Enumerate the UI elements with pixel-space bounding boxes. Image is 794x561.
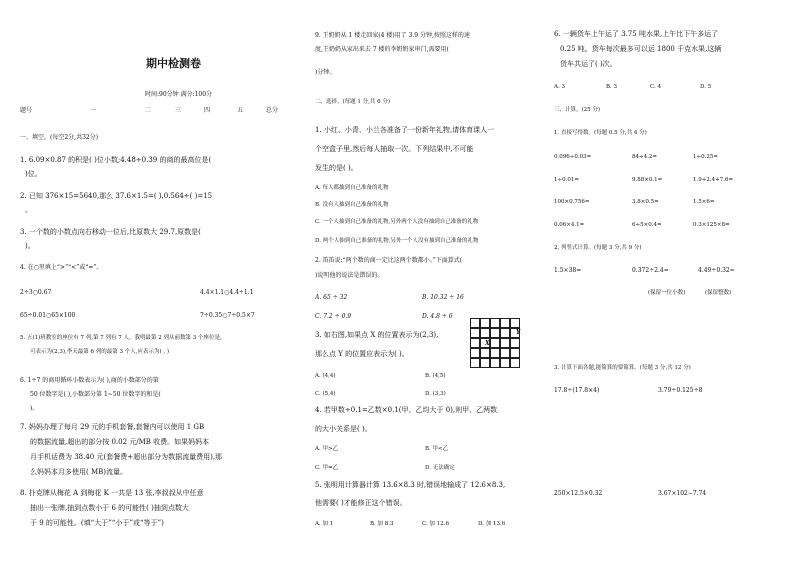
- option-text: B. 10.32 ÷ 16: [422, 294, 464, 301]
- question-text: 他需要( )才能修正这个错误。: [315, 499, 407, 507]
- oral-calc: 100×0.756=: [554, 199, 590, 205]
- option-text: D. 4.8 ÷ 6: [422, 313, 453, 320]
- grid-cell: [490, 328, 500, 338]
- oral-calc: 1÷0.01=: [554, 177, 579, 183]
- option-text: B. 甲<乙: [425, 446, 449, 452]
- option-text: C. 4: [650, 84, 662, 90]
- vertical-calc: 0.372÷2.4=: [632, 267, 669, 274]
- score-table-cell: 总分: [266, 107, 279, 114]
- option-text: A. 65 ÷ 32: [315, 294, 348, 301]
- oral-calc: 0.3×125×8=: [693, 222, 730, 228]
- grid-cell: [480, 348, 490, 358]
- oral-calc: 1÷0.25=: [693, 154, 718, 160]
- option-text: B. 加 8.3: [370, 521, 394, 527]
- option-text: C. 加 12.6: [422, 521, 450, 527]
- vertical-calc: 4.49÷0.32≈: [698, 267, 735, 274]
- coordinate-grid: [470, 318, 525, 373]
- option-text: B. 3: [606, 84, 618, 90]
- oral-calc: 3.8×0.5=: [632, 199, 659, 205]
- question-text: 6. 1÷7 的商用循环小数表示为( ),商的小数部分的第: [20, 377, 159, 384]
- question-text: 个空盒子里,然后每人抽取一次。下列结果中,不可能: [315, 145, 474, 153]
- question-text: 4. 若甲数÷0.1=乙数×0.1(甲、乙均大于 0),则甲、乙两数: [315, 406, 498, 414]
- question-text: 于 9 的可能性。(填“大于”“小于”或“等于”): [30, 519, 164, 527]
- point-x-label: X: [485, 340, 490, 347]
- column-right: [548, 0, 794, 561]
- compare-item: 7÷0.35○7÷0.5×7: [200, 312, 255, 319]
- question-text: 月手机话费为 38.40 元(套餐费+超出部分为数据流量费用),那: [30, 453, 223, 461]
- grid-cell: [490, 318, 500, 328]
- option-text: B. (4,5): [425, 373, 446, 379]
- option-text: B. 没有人抽到自己准备的礼物: [315, 202, 389, 208]
- question-text: 3. 一个数的小数点向右移动一位后,比原数大 29.7,原数是(: [20, 228, 201, 236]
- grid-cell: [500, 358, 510, 368]
- score-table-cell: 题号: [20, 107, 33, 114]
- question-text: 可表示为(2,3),李天最第 6 列的最第 3 个人,应表示为( , ): [30, 349, 170, 355]
- sub-heading: 2. 列竖式计算。(每题 3 分,共 9 分): [554, 245, 642, 251]
- section-heading: 二、选择。(每题 1 分,共 6 分): [315, 99, 391, 105]
- question-text: 8. 扑克牌从梅花 A 到梅花 K 一共是 13 张,李叔叔从中任意: [20, 489, 204, 497]
- option-text: C. (5,4): [315, 391, 336, 397]
- question-text: 4. 在○里填上“>”“<”或“=”。: [20, 264, 103, 271]
- rounding-note: (保留一位小数): [648, 290, 686, 296]
- option-text: D. 两个人抽到自己准备的礼物,另外一个人没有抽到自己准备的礼物: [315, 238, 479, 244]
- grid-cell: [500, 338, 510, 348]
- question-text: )。: [30, 405, 39, 412]
- compare-item: 65÷0.01○65×100: [20, 312, 76, 319]
- option-text: A. (4,4): [315, 373, 336, 379]
- sub-heading: 1. 直接写得数。(每题 0.5 分,共 4 分): [554, 130, 647, 136]
- option-text: A. 每人都抽到自己准备的礼物: [315, 185, 389, 191]
- question-text: )。: [25, 242, 35, 250]
- score-table-cell: 四: [204, 107, 211, 114]
- section-heading: 一、填空。(每空2分,共32分): [20, 134, 99, 141]
- question-text: 50 位数字是( ),小数部分第 1~50 位数字的和是(: [30, 391, 161, 398]
- question-text: 1. 6.09×0.87 的积是( )位小数;4.48÷0.39 的商的最高位是(: [20, 156, 212, 164]
- grid-cell: [500, 318, 510, 328]
- option-text: A. 3: [554, 84, 565, 90]
- grid-cell: [470, 328, 480, 338]
- option-text: D. 5: [700, 84, 712, 90]
- grid-cell: [490, 348, 500, 358]
- oral-calc: 1.9+2.4+7.6=: [693, 177, 734, 183]
- option-text: C. 甲=乙: [315, 465, 339, 471]
- question-text: )分钟。: [315, 69, 336, 76]
- option-text: C. 7.2 ÷ 0.9: [315, 313, 352, 320]
- question-text: 货车共运了( )次。: [560, 60, 617, 68]
- oral-calc: 9.88×0.1=: [632, 177, 663, 183]
- grid-cell: [480, 328, 490, 338]
- score-table-cell: 一: [90, 107, 97, 114]
- column-middle: [300, 0, 548, 561]
- point-y-label: Y: [516, 329, 521, 336]
- question-text: 么妈妈本月多使用( MB)流量。: [30, 468, 127, 476]
- option-text: D. 加 13.6: [478, 521, 506, 527]
- grid-cell: [510, 318, 520, 328]
- compare-item: 2÷3○0.67: [20, 289, 52, 296]
- score-table-cell: 五: [237, 107, 244, 114]
- option-text: A. 加 1: [315, 521, 334, 527]
- question-text: )位。: [25, 170, 42, 178]
- question-text: 5. 张明用计算器计算 13.6×8.3 时,错误地输成了 12.6×8.3,: [315, 481, 506, 489]
- page-title: 期中检测卷: [146, 57, 201, 70]
- question-text: 3. 如右图,如果点 X 的位置表示为(2,3),: [315, 331, 439, 339]
- question-text: 9. 王奶奶从 1 楼走回家(4 楼)用了 3.9 分钟,按照这样的速: [315, 32, 470, 39]
- score-table-cell: 二: [145, 107, 152, 114]
- grid-cell: [500, 328, 510, 338]
- grid-cell: [470, 348, 480, 358]
- option-text: A. 甲>乙: [315, 446, 339, 452]
- score-table-cell: 三: [175, 107, 182, 114]
- grid-cell: [470, 358, 480, 368]
- grid-cell: [510, 348, 520, 358]
- rounding-note: (保留整数): [705, 290, 732, 296]
- calc-item: 3.79÷0.125÷8: [658, 387, 703, 394]
- grid-cell: [470, 318, 480, 328]
- oral-calc: 1.5×6=: [693, 199, 715, 205]
- oral-calc: 84÷4.2=: [632, 154, 657, 160]
- grid-cell: [490, 358, 500, 368]
- question-text: 。: [25, 206, 32, 214]
- question-text: )说明他的说法是错误的。: [315, 272, 384, 279]
- question-text: 发生的是( )。: [315, 164, 358, 172]
- question-text: 6. 一辆货车上午运了 3.75 吨水果,上午比下午多运了: [554, 30, 719, 38]
- column-left: [0, 0, 300, 561]
- question-text: 2. 笛笛说:“两个数的商一定比这两个数都小。”下面算式(: [315, 257, 463, 264]
- oral-calc: 0.06×4.1=: [554, 222, 585, 228]
- question-text: 抽出一张牌,抽到点数小于 6 的可能性( )抽到点数大: [30, 504, 189, 512]
- question-text: 1. 小红、小青、小兰各准备了一份新年礼物,请体育课人一: [315, 126, 495, 134]
- grid-cell: [500, 348, 510, 358]
- question-text: 那么点 Y 的位置应表示为( )。: [315, 350, 409, 358]
- option-text: D. (3,3): [425, 391, 446, 397]
- question-text: 5. 五(1)班教室的座位有 7 列,第 7 列有 7 人。我明最第 2 列从前数第 3 个座位是,: [20, 335, 222, 341]
- vertical-calc: 1.5×38=: [554, 267, 582, 274]
- grid-cell: [490, 338, 500, 348]
- calc-item: 3.67×102−7.74: [658, 490, 707, 497]
- grid-cell: [480, 318, 490, 328]
- oral-calc: 0.096÷0.03=: [554, 154, 592, 160]
- question-text: 0.25 吨。货车每次最多可以运 1800 千克水果,这辆: [560, 45, 722, 53]
- question-text: 2. 已知 376×15=5640,那么 37.6×1.5=( ),0.564÷( )=15: [20, 192, 213, 200]
- calc-item: 250×12.5×0.32: [554, 490, 603, 497]
- oral-calc: 6÷5×0.4=: [632, 222, 662, 228]
- section-heading: 三、计算。(25 分): [554, 107, 601, 113]
- grid-cell: [510, 338, 520, 348]
- question-text: 7. 妈妈办理了每月 29 元的手机套餐,套餐内可以使用 1 GB: [20, 423, 205, 431]
- compare-item: 4.4×1.1○4.4÷1.1: [200, 289, 254, 296]
- calc-item: 17.8÷(17.8×4): [554, 387, 600, 394]
- grid-cell: [480, 358, 490, 368]
- option-text: C. 一个人抽到自己准备的礼物,另外两个人没有抽到自己准备的礼物: [315, 219, 479, 225]
- sub-heading: 3. 计算下面各题,能简算的要简算。(每题 3 分,共 12 分): [554, 365, 691, 371]
- grid-cell: [470, 338, 480, 348]
- question-text: 的数据流量,超出的部分按 0.02 元/MB 收费。如果妈妈本: [30, 438, 210, 446]
- option-text: D. 无法确定: [425, 465, 455, 471]
- exam-meta: 时间:90分钟 满分:100分: [145, 91, 213, 98]
- question-text: 的大小关系是( )。: [315, 425, 372, 433]
- question-text: 度,王奶奶从家出来去 7 楼的李奶奶家串门,需要用(: [315, 46, 449, 53]
- grid-cell: [510, 358, 520, 368]
